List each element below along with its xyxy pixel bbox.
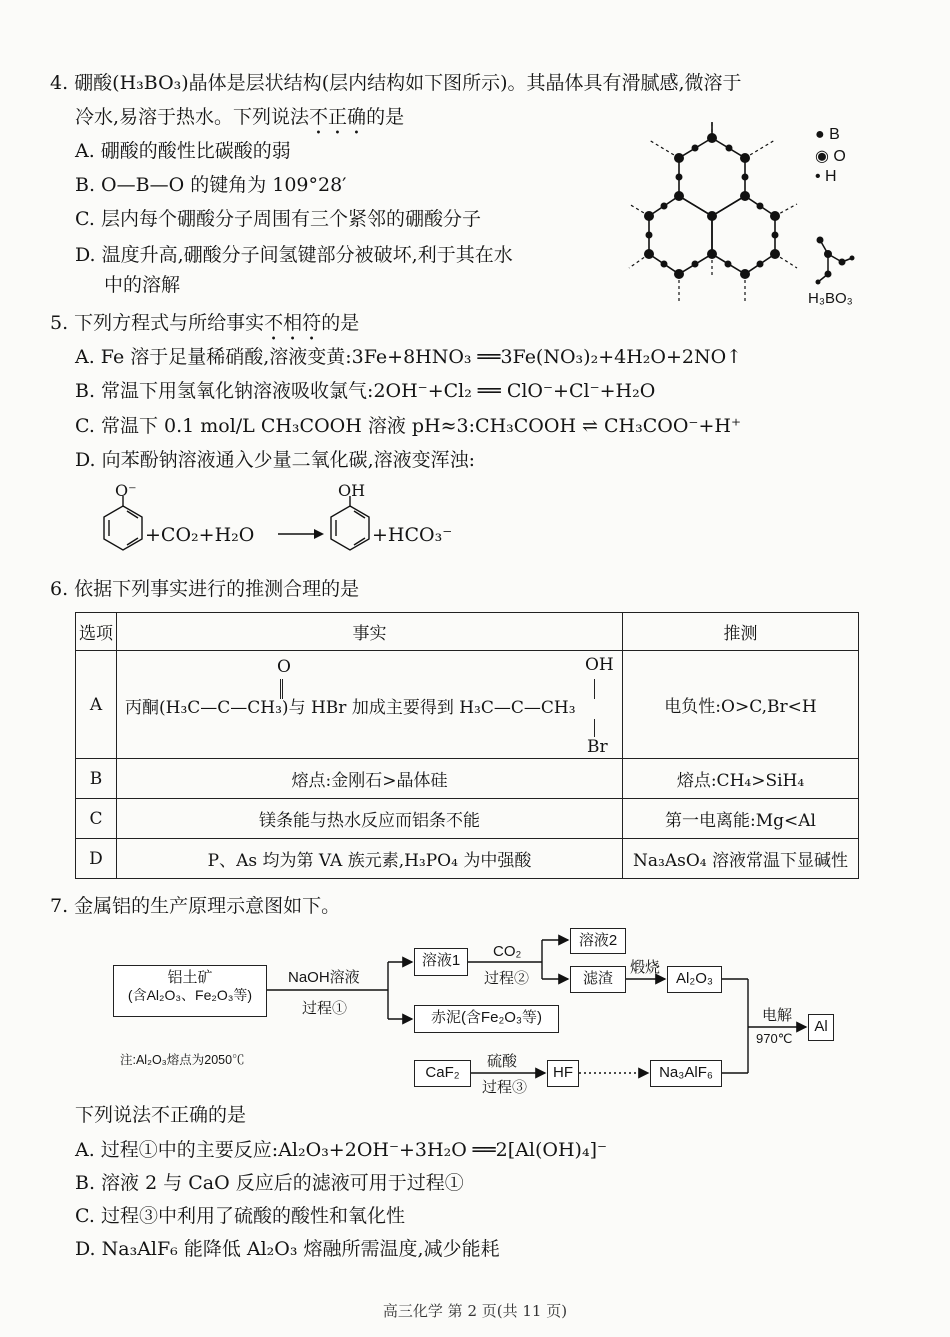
q5-stem: 5. 下列方程式与所给事实不相符的是 — [50, 312, 360, 334]
header-option: 选项 — [76, 613, 117, 651]
legend-hydrogen: • H — [815, 168, 837, 185]
row-d-option: D — [76, 839, 117, 879]
page-footer: 高三化学 第 2 页(共 11 页) — [382, 1302, 568, 1320]
q4-option-d-line2: 中的溶解 — [104, 274, 181, 296]
row-c-guess: 第一电离能:Mg<Al — [623, 799, 859, 839]
legend-oxygen: ◉ O — [815, 148, 846, 165]
row-a-option: A — [76, 651, 117, 759]
q6-stem: 6. 依据下列事实进行的推测合理的是 — [50, 578, 360, 600]
na3alf6-box: Na₃AlF₆ — [650, 1060, 722, 1087]
q7-option-b: B. 溶液 2 与 CaO 反应后的滤液可用于过程① — [75, 1172, 464, 1194]
legend-boron: ● B — [815, 126, 840, 143]
q7-option-a: A. 过程①中的主要反应:Al₂O₃+2OH⁻+3H₂O ══2[Al(OH)₄]⁻ — [75, 1139, 608, 1161]
q5-option-c: C. 常温下 0.1 mol/L CH₃COOH 溶液 pH≈3:CH₃COOH ⇌ CH₃COO⁻+H⁺ — [75, 415, 741, 437]
electrolysis-label: 电解 — [762, 1007, 793, 1024]
q7-ask: 下列说法不正确的是 — [75, 1104, 247, 1126]
product-oh: OH — [585, 655, 614, 675]
aluminum-box: Al — [808, 1014, 834, 1041]
residue-box: 滤渣 — [570, 966, 626, 993]
header-guess: 推测 — [623, 613, 859, 651]
process1-label: 过程① — [302, 1000, 348, 1017]
row-c-fact: 镁条能与热水反应而铝条不能 — [117, 799, 623, 839]
reactant-rest: +CO₂+H₂O — [145, 524, 255, 546]
product-rest: +HCO₃⁻ — [372, 524, 453, 546]
q4-option-a: A. 硼酸的酸性比碳酸的弱 — [75, 140, 291, 162]
row-d-guess: Na₃AsO₄ 溶液常温下显碱性 — [623, 839, 859, 879]
q5-option-a: A. Fe 溶于足量稀硝酸,溶液变黄:3Fe+8HNO₃ ══3Fe(NO₃)₂+4H₂O+2NO↑ — [75, 346, 743, 368]
row-a-guess: 电负性:O>C,Br<H — [623, 651, 859, 759]
q7-option-d: D. Na₃AlF₆ 能降低 Al₂O₃ 熔融所需温度,减少能耗 — [75, 1238, 500, 1260]
sulfuric-acid-label: 硫酸 — [487, 1053, 518, 1070]
q4-stem-line2: 冷水,易溶于热水。下列说法不正确的是 — [75, 106, 405, 128]
phenoxide-group: O⁻ — [115, 481, 137, 500]
row-b-option: B — [76, 759, 117, 799]
process2-label: 过程② — [484, 970, 530, 987]
naoh-label: NaOH溶液 — [288, 969, 360, 986]
q4-option-c: C. 层内每个硼酸分子周围有三个紧邻的硼酸分子 — [75, 208, 481, 230]
header-fact: 事实 — [117, 613, 623, 651]
acetone-oxygen: O — [277, 657, 291, 677]
hf-box: HF — [547, 1060, 579, 1087]
bauxite-box — [113, 965, 267, 1017]
row-d-fact: P、As 均为第 VA 族元素,H₃PO₄ 为中强酸 — [117, 839, 623, 879]
phenol-group: OH — [338, 481, 366, 500]
red-mud-box: 赤泥(含Fe₂O₃等) — [414, 1005, 559, 1033]
q5-option-b: B. 常温下用氢氧化钠溶液吸收氯气:2OH⁻+Cl₂ ══ ClO⁻+Cl⁻+H₂O — [75, 380, 656, 402]
solution2-box: 溶液2 — [570, 928, 626, 954]
process3-label: 过程③ — [482, 1079, 528, 1096]
co2-label: CO₂ — [493, 943, 522, 960]
row-b-guess: 熔点:CH₄>SiH₄ — [623, 759, 859, 799]
bauxite-composition: (含Al₂O₃、Fe₂O₃等) — [127, 987, 253, 1003]
product-br: Br — [587, 737, 608, 757]
solution1-box: 溶液1 — [414, 948, 468, 976]
q7-option-c: C. 过程③中利用了硫酸的酸性和氧化性 — [75, 1205, 405, 1227]
bauxite-label: 铝土矿 — [167, 969, 213, 986]
q4-option-b: B. O—B—O 的键角为 109°28′ — [75, 174, 347, 196]
q5-option-d: D. 向苯酚钠溶液通入少量二氧化碳,溶液变浑浊: — [75, 449, 476, 471]
row-b-fact: 熔点:金刚石>晶体硅 — [117, 759, 623, 799]
molecule-label: H₃BO₃ — [808, 290, 853, 307]
row-c-option: C — [76, 799, 117, 839]
temperature-label: 970℃ — [756, 1031, 793, 1046]
q4-option-d-line1: D. 温度升高,硼酸分子间氢键部分被破坏,利于其在水 — [75, 244, 513, 266]
caf2-box: CaF₂ — [414, 1060, 471, 1087]
melting-point-note: 注:Al₂O₃熔点为2050℃ — [120, 1053, 245, 1067]
q4-stem-line1: 4. 硼酸(H₃BO₃)晶体是层状结构(层内结构如下图所示)。其晶体具有滑腻感,微溶于 — [50, 72, 742, 94]
q7-stem: 7. 金属铝的生产原理示意图如下。 — [50, 895, 341, 917]
row-a-fact-text: 丙酮(H₃C—C—CH₃)与 HBr 加成主要得到 H₃C—C—CH₃ — [125, 698, 576, 718]
al2o3-box: Al₂O₃ — [667, 966, 722, 993]
calcine-label: 煅烧 — [630, 959, 661, 976]
